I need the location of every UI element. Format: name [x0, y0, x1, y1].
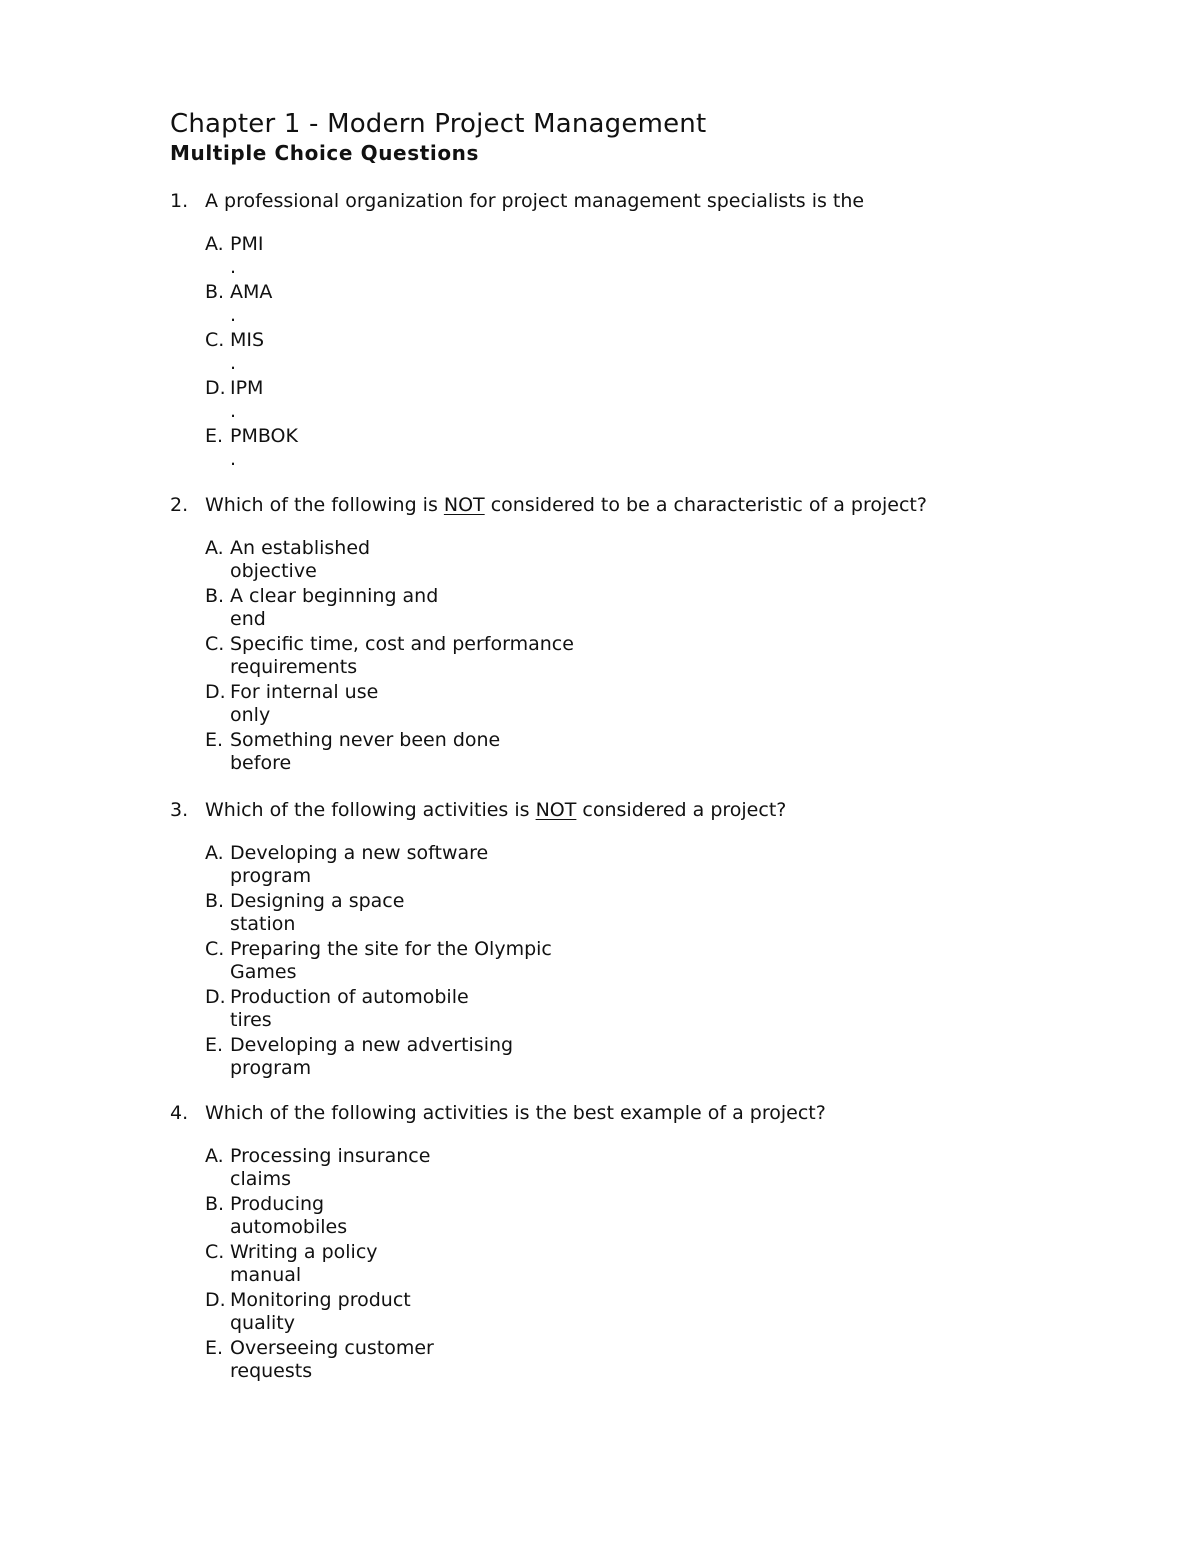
option-letter: C.: [205, 938, 225, 960]
question-number: 2.: [170, 494, 189, 516]
option-letter: B.: [205, 1193, 225, 1215]
option-letter: A.: [205, 233, 224, 255]
option-text: Developing a new software: [230, 842, 489, 864]
question-stem: [170, 492, 1070, 518]
option-text-continued: objective: [230, 560, 317, 582]
option-text: AMA: [230, 281, 273, 303]
option-a: [205, 537, 705, 585]
question-number: 4.: [170, 1102, 189, 1124]
option-letter: B.: [205, 585, 225, 607]
option-c: [205, 938, 705, 986]
option-letter: E.: [205, 729, 224, 751]
question-emphasis: NOT: [535, 799, 577, 821]
question-stem: [170, 188, 1070, 214]
question-number: 3.: [170, 799, 189, 821]
option-letter: A.: [205, 842, 224, 864]
question-text: Which of the following activities is NOT considered a project?: [205, 799, 787, 821]
option-e: [205, 729, 705, 777]
question-text: Which of the following is NOT considered to be a characteristic of a project?: [205, 494, 927, 516]
question-emphasis: NOT: [443, 494, 485, 516]
option-text-continued: station: [230, 913, 296, 935]
option-text: Specific time, cost and performance: [230, 633, 574, 655]
option-text-continued: program: [230, 1057, 312, 1079]
option-text: Designing a space: [230, 890, 405, 912]
option-letter: C.: [205, 1241, 225, 1263]
option-a: [205, 1145, 705, 1193]
option-text: Preparing the site for the Olympic: [230, 938, 552, 960]
question-text: Which of the following activities is the best example of a project?: [205, 1102, 826, 1124]
question-4: [170, 1100, 1070, 1382]
option-d: [205, 681, 705, 729]
page-subtitle: Multiple Choice Questions: [170, 141, 480, 165]
option-e: [205, 1034, 705, 1082]
question-stem: [170, 797, 1070, 823]
option-c: [205, 633, 705, 681]
option-text-continued: manual: [230, 1264, 302, 1286]
option-b: [205, 585, 705, 633]
option-text-continued: .: [230, 256, 237, 278]
option-text: PMI: [230, 233, 264, 255]
option-text: Monitoring product: [230, 1289, 411, 1311]
option-letter: D.: [205, 377, 226, 399]
option-text-continued: quality: [230, 1312, 295, 1334]
option-text-continued: only: [230, 704, 271, 726]
option-text: An established: [230, 537, 371, 559]
option-d: [205, 986, 705, 1034]
question-stem: [170, 1100, 1070, 1126]
option-text: Something never been done: [230, 729, 501, 751]
option-letter: C.: [205, 633, 225, 655]
option-text-continued: requirements: [230, 656, 358, 678]
option-letter: A.: [205, 537, 224, 559]
option-text: Processing insurance: [230, 1145, 431, 1167]
option-text-continued: automobiles: [230, 1216, 348, 1238]
option-text-continued: tires: [230, 1009, 272, 1031]
option-e: [205, 425, 705, 473]
option-letter: E.: [205, 1034, 224, 1056]
option-b: [205, 281, 705, 329]
option-letter: B.: [205, 281, 225, 303]
option-a: [205, 233, 705, 281]
option-text-continued: claims: [230, 1168, 292, 1190]
option-text: PMBOK: [230, 425, 298, 447]
option-text-continued: .: [230, 352, 237, 374]
question-number: 1.: [170, 190, 189, 212]
option-b: [205, 1193, 705, 1241]
option-d: [205, 377, 705, 425]
option-letter: C.: [205, 329, 225, 351]
option-list: [205, 537, 705, 777]
option-d: [205, 1289, 705, 1337]
question-text: A professional organization for project management specialists is the: [205, 190, 865, 212]
option-text-continued: Games: [230, 961, 297, 983]
question-3: [170, 797, 1070, 1079]
option-letter: E.: [205, 1337, 224, 1359]
question-1: [170, 188, 1070, 470]
option-text: Developing a new advertising: [230, 1034, 514, 1056]
option-letter: A.: [205, 1145, 224, 1167]
option-e: [205, 1337, 705, 1385]
option-text: Producing: [230, 1193, 325, 1215]
option-letter: E.: [205, 425, 224, 447]
option-letter: D.: [205, 681, 226, 703]
option-a: [205, 842, 705, 890]
option-text-continued: .: [230, 448, 237, 470]
question-2: [170, 492, 1070, 774]
option-text-continued: program: [230, 865, 312, 887]
option-b: [205, 890, 705, 938]
option-text: Writing a policy: [230, 1241, 378, 1263]
option-letter: D.: [205, 1289, 226, 1311]
option-list: [205, 1145, 705, 1385]
option-letter: D.: [205, 986, 226, 1008]
option-text-continued: before: [230, 752, 292, 774]
option-text-continued: requests: [230, 1360, 313, 1382]
option-text: IPM: [230, 377, 264, 399]
option-list: [205, 842, 705, 1082]
option-text-continued: end: [230, 608, 266, 630]
option-text: For internal use: [230, 681, 379, 703]
option-list: [205, 233, 705, 473]
option-c: [205, 1241, 705, 1289]
option-text: Production of automobile: [230, 986, 469, 1008]
option-text-continued: .: [230, 400, 237, 422]
option-c: [205, 329, 705, 377]
option-letter: B.: [205, 890, 225, 912]
option-text: Overseeing customer: [230, 1337, 434, 1359]
option-text: A clear beginning and: [230, 585, 439, 607]
option-text: MIS: [230, 329, 265, 351]
option-text-continued: .: [230, 304, 237, 326]
page-title: Chapter 1 - Modern Project Management: [170, 109, 707, 139]
